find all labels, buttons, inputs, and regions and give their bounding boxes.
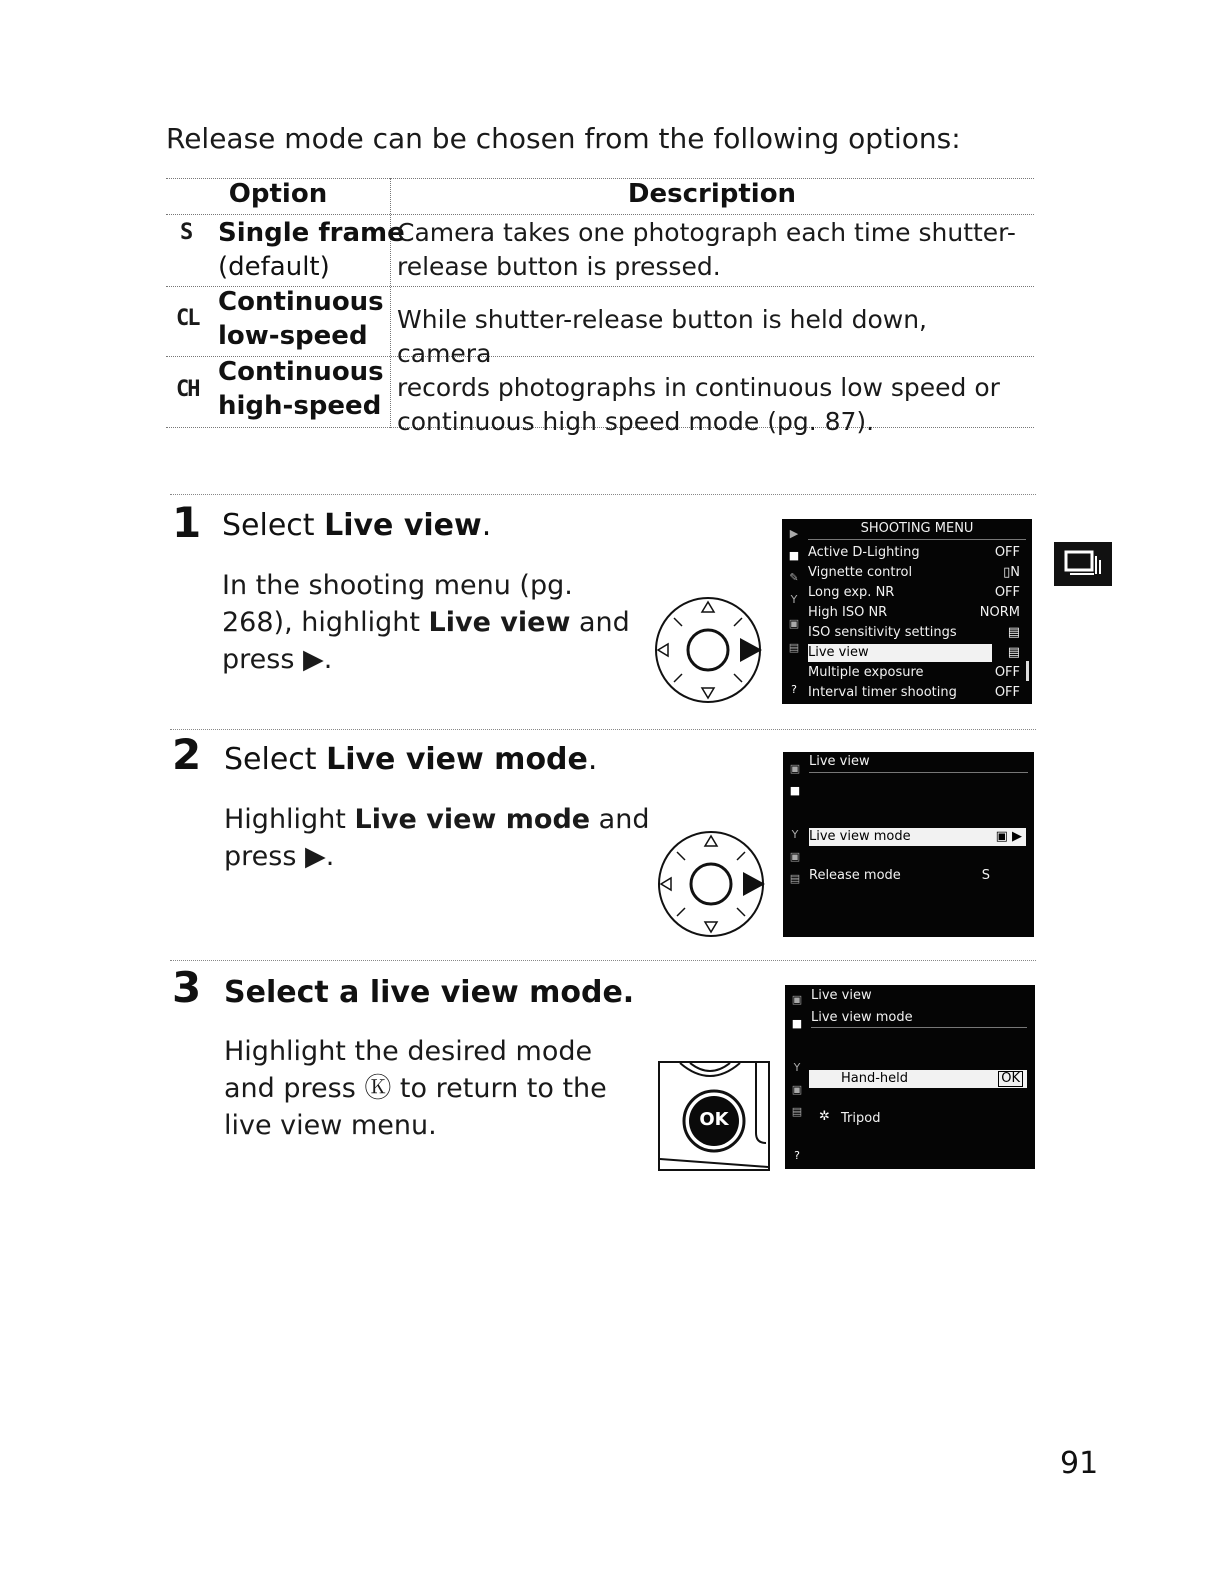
menu-item[interactable] <box>808 624 1024 642</box>
description-line: records photographs in continuous low speed or <box>397 373 1000 402</box>
pencil-icon: ✎ <box>789 571 799 584</box>
help-icon: ? <box>794 1149 800 1162</box>
step-separator <box>170 494 1036 495</box>
column-header-description: Description <box>627 179 797 209</box>
title-text: . <box>481 508 492 543</box>
step-title <box>222 508 491 543</box>
my-menu-icon: ▤ <box>791 1105 803 1118</box>
ok-icon: OK <box>998 1071 1023 1087</box>
step-body <box>224 1033 607 1144</box>
scrollbar <box>1026 661 1029 681</box>
column-header-option: Option <box>228 179 328 209</box>
step-title: Select a live view mode. <box>224 975 635 1010</box>
screen-title: Live view <box>809 754 1028 773</box>
menu-item-label: ISO sensitivity settings <box>808 625 957 640</box>
body-line: press ▶. <box>222 644 333 675</box>
body-line: Highlight the desired mode <box>224 1036 593 1067</box>
menu-item-label: Active D-Lighting <box>808 545 920 560</box>
menu-item-label: Release mode <box>809 868 901 883</box>
body-line <box>222 604 630 641</box>
menu-item-label: Multiple exposure <box>808 665 924 680</box>
release-mode-tab-icon <box>1054 542 1112 586</box>
body-line: and press Ⓚ to return to the <box>224 1073 607 1104</box>
retouch-icon: ▣ <box>788 617 800 630</box>
body-bold: Live view mode <box>354 804 591 835</box>
screen-title: SHOOTING MENU <box>808 521 1026 540</box>
retouch-icon: ▣ <box>791 1083 803 1096</box>
multi-selector-icon <box>655 830 767 938</box>
shooting-menu-screen <box>782 519 1032 704</box>
my-menu-icon: ▤ <box>788 641 800 654</box>
title-text: Select <box>224 742 327 777</box>
option-label: Tripod <box>841 1111 881 1126</box>
retouch-icon: ▣ <box>789 850 801 863</box>
screen-title: Live view <box>811 988 872 1003</box>
option-hand-held[interactable] <box>809 1070 1027 1088</box>
option-name: high-speed <box>218 391 382 421</box>
title-bold: Live view mode <box>326 742 588 777</box>
step-body <box>224 801 649 875</box>
option-continuous-low <box>218 285 384 353</box>
ok-button-label: OK <box>699 1109 729 1130</box>
intro-text: Release mode can be chosen from the following options: <box>166 122 961 155</box>
menu-item[interactable] <box>808 544 1024 562</box>
continuous-low-icon: CL <box>176 306 199 331</box>
menu-item-value: ▯N <box>1003 565 1020 580</box>
body-line: In the shooting menu (pg. <box>222 570 573 601</box>
description-continuous <box>397 303 1017 439</box>
wrench-icon: Y <box>791 828 799 841</box>
menu-item-label: Live view <box>808 645 869 660</box>
step-title <box>224 742 597 777</box>
menu-item[interactable] <box>808 604 1024 622</box>
option-single-frame <box>218 216 405 284</box>
help-icon: ? <box>791 683 797 696</box>
description-line: While shutter-release button is held down, camera <box>397 305 928 368</box>
camera-icon: ■ <box>791 1017 803 1030</box>
page-number: 91 <box>1060 1446 1099 1481</box>
menu-item-value: OFF <box>994 545 1020 560</box>
menu-item-value: ▤ <box>1007 625 1020 640</box>
my-menu-icon: ▤ <box>789 872 801 885</box>
option-name: Single frame <box>218 218 405 248</box>
menu-item-label: Live view mode <box>809 829 911 844</box>
menu-item-value: S <box>981 868 990 883</box>
menu-item-value: OFF <box>994 585 1020 600</box>
description-single-frame <box>397 216 1017 284</box>
option-tripod[interactable] <box>813 1110 1027 1128</box>
body-line: live view menu. <box>224 1110 437 1141</box>
menu-item[interactable] <box>808 564 1024 582</box>
menu-item-value: ▤ <box>1007 645 1020 660</box>
menu-item[interactable] <box>808 664 1024 682</box>
live-view-icon: ▣ <box>791 993 803 1006</box>
menu-item-value: OFF <box>994 665 1020 680</box>
option-name: low-speed <box>218 321 368 351</box>
continuous-high-icon: CH <box>176 377 199 402</box>
ok-button-illustration <box>658 1061 770 1171</box>
step-number: 1 <box>172 498 202 547</box>
step-separator <box>170 729 1036 730</box>
multi-selector-icon <box>652 596 764 704</box>
step-separator <box>170 960 1036 961</box>
menu-item-value: NORM <box>979 605 1020 620</box>
playback-menu-icon: ▶ <box>789 527 799 540</box>
description-line: release button is pressed. <box>397 252 721 281</box>
menu-item-live-view[interactable] <box>808 644 992 662</box>
live-view-mode-screen <box>785 985 1035 1169</box>
body-line <box>224 801 649 838</box>
tripod-icon: ✲ <box>819 1109 830 1124</box>
camera-icon: ■ <box>789 784 801 797</box>
wrench-icon: Y <box>793 1061 801 1074</box>
menu-item-value-box <box>992 644 1024 662</box>
body-line: press ▶. <box>224 841 335 872</box>
step-number: 3 <box>172 963 202 1012</box>
menu-item-label: Interval timer shooting <box>808 685 957 700</box>
body-text: Highlight <box>224 804 355 835</box>
step-body <box>222 567 630 678</box>
menu-item-value: ▣ ▶ <box>995 829 1022 844</box>
option-continuous-high <box>218 355 384 423</box>
live-view-menu-screen <box>783 752 1034 937</box>
camera-icon: ■ <box>788 549 800 562</box>
option-name: Continuous <box>218 287 384 317</box>
option-name: Continuous <box>218 357 384 387</box>
menu-item-value: OFF <box>994 685 1020 700</box>
menu-item-release-mode[interactable] <box>809 867 1026 885</box>
menu-item[interactable] <box>808 684 1024 702</box>
wrench-icon: Y <box>790 593 798 606</box>
body-text: 268), highlight <box>222 607 429 638</box>
menu-item-label: Long exp. NR <box>808 585 895 600</box>
menu-item-live-view-mode[interactable] <box>809 828 1026 846</box>
option-note: (default) <box>218 252 330 282</box>
menu-item[interactable] <box>808 584 1024 602</box>
menu-item-label: High ISO NR <box>808 605 888 620</box>
single-frame-icon: S <box>180 220 192 245</box>
body-text: and <box>590 804 650 835</box>
body-bold: Live view <box>428 607 571 638</box>
title-text: Select <box>222 508 325 543</box>
screen-subtitle: Live view mode <box>811 1009 1027 1028</box>
menu-item-label: Vignette control <box>808 565 913 580</box>
live-view-icon: ▣ <box>789 762 801 775</box>
title-text: . <box>587 742 598 777</box>
option-label: Hand-held <box>841 1071 909 1086</box>
body-text: and <box>570 607 630 638</box>
title-bold: Live view <box>324 508 482 543</box>
step-number: 2 <box>172 730 202 779</box>
description-line: continuous high speed mode (pg. 87). <box>397 407 875 436</box>
description-line: Camera takes one photograph each time shutter- <box>397 218 1016 247</box>
table-rule <box>166 214 1034 215</box>
release-mode-table <box>166 178 1034 436</box>
